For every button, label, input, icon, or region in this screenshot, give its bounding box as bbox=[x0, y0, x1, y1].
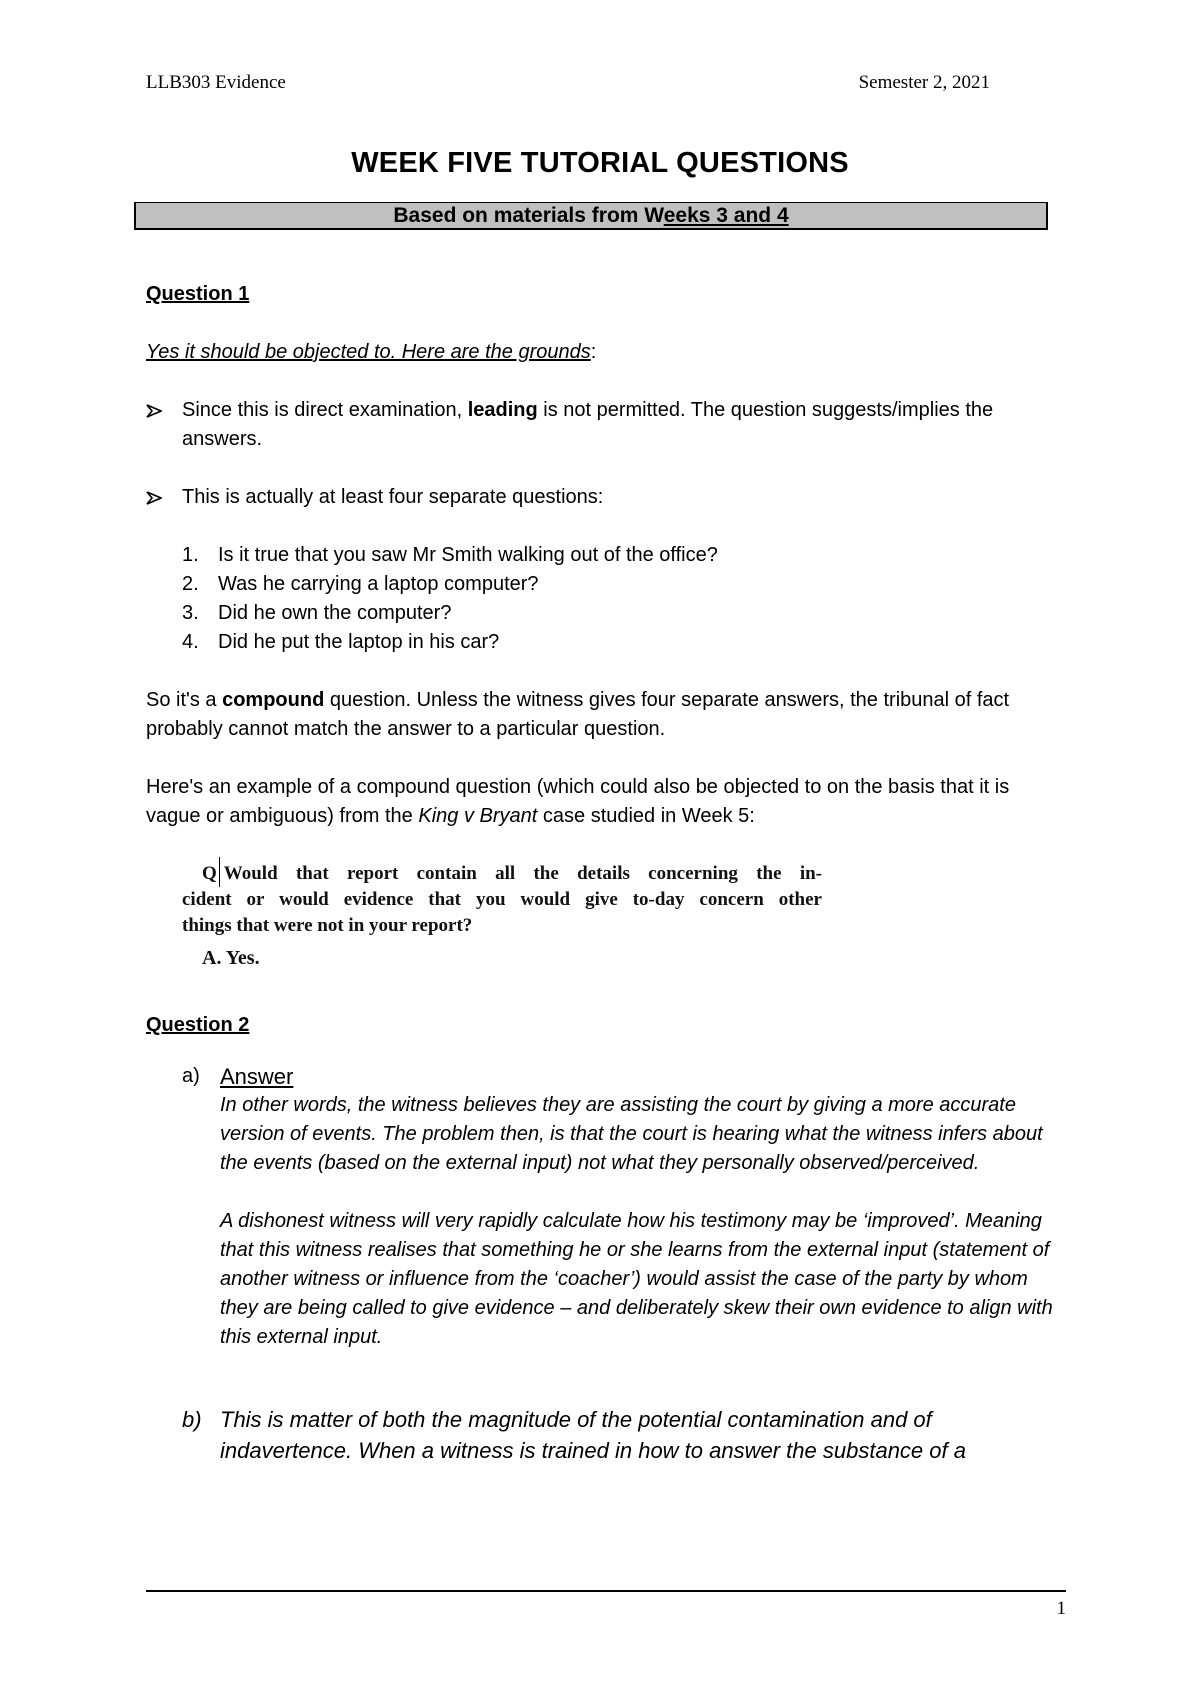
text-cursor bbox=[219, 857, 220, 887]
question-1-heading: Question 1 bbox=[146, 283, 250, 305]
excerpt-line-2: cident or would evidence that you would give to-day concern other bbox=[182, 889, 822, 910]
numbered-question-list bbox=[146, 541, 1066, 657]
list-item: 2. Was he carrying a laptop computer? bbox=[182, 573, 539, 595]
transcript-excerpt bbox=[182, 857, 822, 977]
arrow-bullet-icon bbox=[146, 396, 166, 418]
list-item: 3. Did he own the computer? bbox=[182, 602, 452, 624]
answer-a-paragraph-1: In other words, the witness believes they are assisting the court by giving a more accurate version of events. The problem then, is that the court is hearing what the witness infers about the events (based on the external input) not what they personally observed/perceived. bbox=[220, 1094, 1043, 1174]
list-item: 4. Did he put the laptop in his car? bbox=[182, 631, 500, 653]
page-title: WEEK FIVE TUTORIAL QUESTIONS bbox=[351, 147, 849, 179]
banner-text-underlined: eeks 3 and 4 bbox=[663, 204, 789, 227]
subtitle-banner bbox=[134, 202, 1048, 230]
answer-a-paragraph-2: A dishonest witness will very rapidly calculate how his testimony may be ‘improved’. Meaning that this witness realises that something he or she learns from the external input (statement of another witness or influence from the ‘coacher’) would assist the case of the party by whom they are being called to give evidence – and deliberately skew their own evidence to align with this external input. bbox=[220, 1210, 1053, 1348]
bullet-four-questions: This is actually at least four separate questions: bbox=[146, 483, 1066, 512]
excerpt-line-1: Q Would that report contain all the details concerning the in- bbox=[182, 857, 822, 887]
document-body bbox=[146, 280, 1066, 1466]
question-2-part-a: a) Answer In other words, the witness believes they are assisting the court by giving a more accurate version of events. The problem then, is that the court is hearing what the witness infers about the events (based on the external input) not what they personally observed/perceived. A dishonest witness will very rapidly calculate how his testimony may be ‘improved’. Meaning that this witness realises that something he or she learns from the external input (statement of another witness or influence from the ‘coacher’) would assist the case of the party by whom they are being called to give evidence – and deliberately skew their own evidence to align with this external input. bbox=[146, 1062, 1066, 1352]
banner-text-prefix: Based on materials from W bbox=[393, 204, 664, 227]
list-item: 1. Is it true that you saw Mr Smith walking out of the office? bbox=[182, 544, 718, 566]
header-semester: Semester 2, 2021 bbox=[858, 72, 990, 93]
bullet-leading: Since this is direct examination, leading is not permitted. The question suggests/implies the answers. bbox=[146, 396, 1066, 454]
excerpt-line-3: things that were not in your report? bbox=[182, 915, 473, 936]
question-2-heading: Question 2 bbox=[146, 1014, 250, 1036]
answer-label: Answer bbox=[220, 1064, 294, 1089]
example-intro: Here's an example of a compound question (which could also be objected to on the basis that it is vague or ambiguous) from the King v Bryant case studied in Week 5: bbox=[146, 776, 1010, 827]
answer-b-text: This is matter of both the magnitude of the potential contamination and of indavertence. When a witness is trained in how to answer the substance of a bbox=[220, 1407, 966, 1463]
compound-explanation: So it's a compound question. Unless the witness gives four separate answers, the tribunal of fact probably cannot match the answer to a particular question. bbox=[146, 689, 1010, 740]
question-1-intro: Yes it should be objected to. Here are the grounds: bbox=[146, 341, 597, 363]
excerpt-answer: A. Yes. bbox=[202, 947, 260, 969]
question-2-part-b: b) This is matter of both the magnitude of the potential contamination and of indavertence. When a witness is trained in how to answer the substance of a bbox=[146, 1404, 1066, 1466]
footer-divider bbox=[146, 1590, 1066, 1592]
page-number: 1 bbox=[1056, 1598, 1066, 1619]
header-course: LLB303 Evidence bbox=[146, 72, 286, 93]
arrow-bullet-icon bbox=[146, 483, 166, 505]
